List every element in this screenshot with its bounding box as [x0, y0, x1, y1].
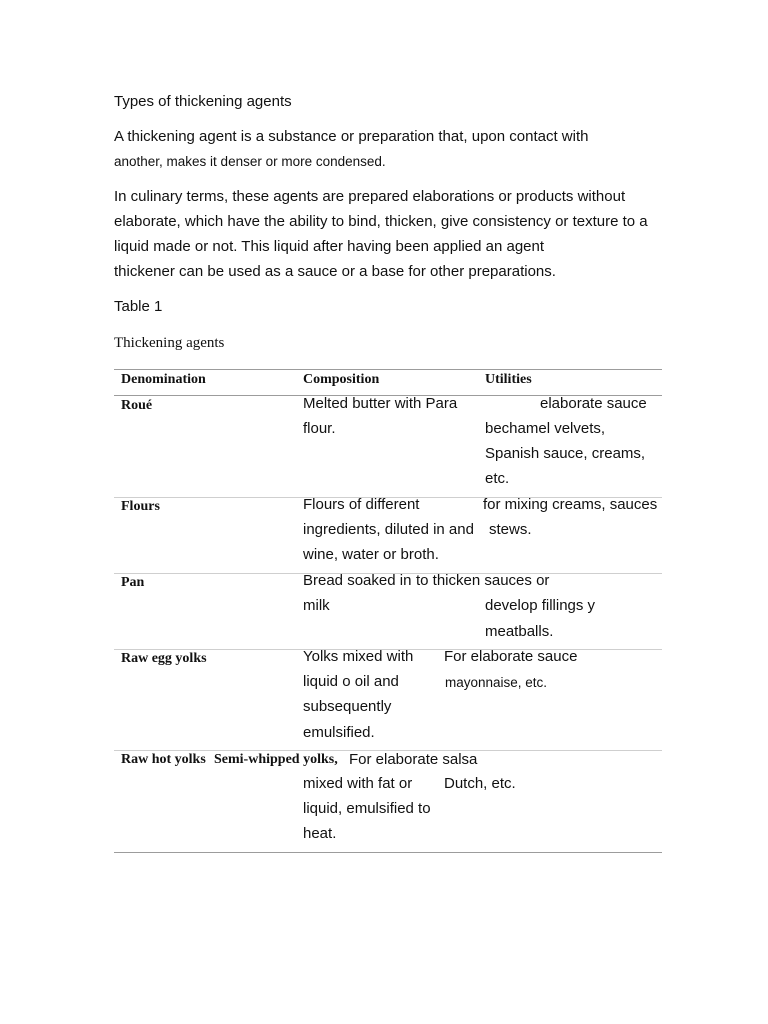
row-name: Pan — [121, 575, 145, 590]
table-top-rule — [114, 369, 662, 370]
table-label: Table 1 — [114, 298, 163, 315]
table-caption: Thickening agents — [114, 335, 225, 351]
cell-composition: Bread soaked in — [303, 572, 412, 589]
paragraph-line-3: liquid made or not. This liquid after having been applied an agent — [114, 238, 545, 255]
column-header-utilities: Utilities — [485, 372, 532, 387]
cell-utilities: etc. — [485, 470, 510, 487]
cell-composition: subsequently — [303, 698, 392, 715]
cell-utilities: Spanish sauce, creams, — [485, 445, 646, 462]
row-name: Roué — [121, 398, 153, 413]
intro-line-1: A thickening agent is a substance or preparation that, upon contact with — [114, 128, 589, 145]
cell-composition: Melted butter with Para — [303, 395, 458, 412]
row-name: Raw hot yolks — [121, 752, 206, 767]
document-title: Types of thickening agents — [114, 93, 292, 110]
intro-line-2: another, makes it denser or more condensed. — [114, 154, 386, 169]
cell-composition: liquid, emulsified to — [303, 800, 431, 817]
cell-composition: milk — [303, 597, 330, 614]
table-bottom-rule — [114, 852, 662, 853]
cell-utilities: stews. — [489, 521, 532, 538]
cell-utilities: mayonnaise, etc. — [445, 675, 548, 690]
cell-composition: Yolks mixed with — [303, 648, 414, 665]
row-name: Raw egg yolks — [121, 651, 207, 666]
cell-utilities: develop fillings y — [485, 597, 596, 614]
cell-composition: emulsified. — [303, 724, 375, 741]
cell-composition: heat. — [303, 825, 337, 842]
cell-utilities: bechamel velvets, — [485, 420, 606, 437]
cell-utilities: elaborate sauce — [540, 395, 647, 412]
paragraph-text: In culinary terms, these agents are prepared elaborations or products without — [114, 188, 626, 205]
cell-composition: Flours of different — [303, 496, 420, 513]
cell-composition: flour. — [303, 420, 336, 437]
cell-composition: liquid o oil and — [303, 673, 399, 690]
paragraph-line-4: thickener can be used as a sauce or a base for other preparations. — [114, 263, 556, 280]
cell-composition: ingredients, diluted in and — [303, 521, 474, 538]
column-header-composition: Composition — [303, 372, 380, 387]
cell-composition: wine, water or broth. — [303, 546, 439, 563]
cell-utilities: For elaborate salsa — [349, 751, 478, 768]
cell-utilities: For elaborate sauce — [444, 648, 578, 665]
cell-utilities: meatballs. — [485, 623, 554, 640]
row-name: Flours — [121, 499, 160, 514]
cell-utilities: to thicken sauces or — [416, 572, 550, 589]
cell-composition: mixed with fat or — [303, 775, 413, 792]
column-header-denomination: Denomination — [121, 372, 206, 387]
cell-utilities: for mixing creams, sauces — [483, 496, 658, 513]
paragraph-line-2: elaborate, which have the ability to bind, thicken, give consistency or texture to a — [114, 213, 648, 230]
paragraph-line-1 — [114, 188, 631, 206]
cell-utilities: Dutch, etc. — [444, 775, 516, 792]
cell-composition: Semi-whipped yolks, — [214, 752, 338, 767]
